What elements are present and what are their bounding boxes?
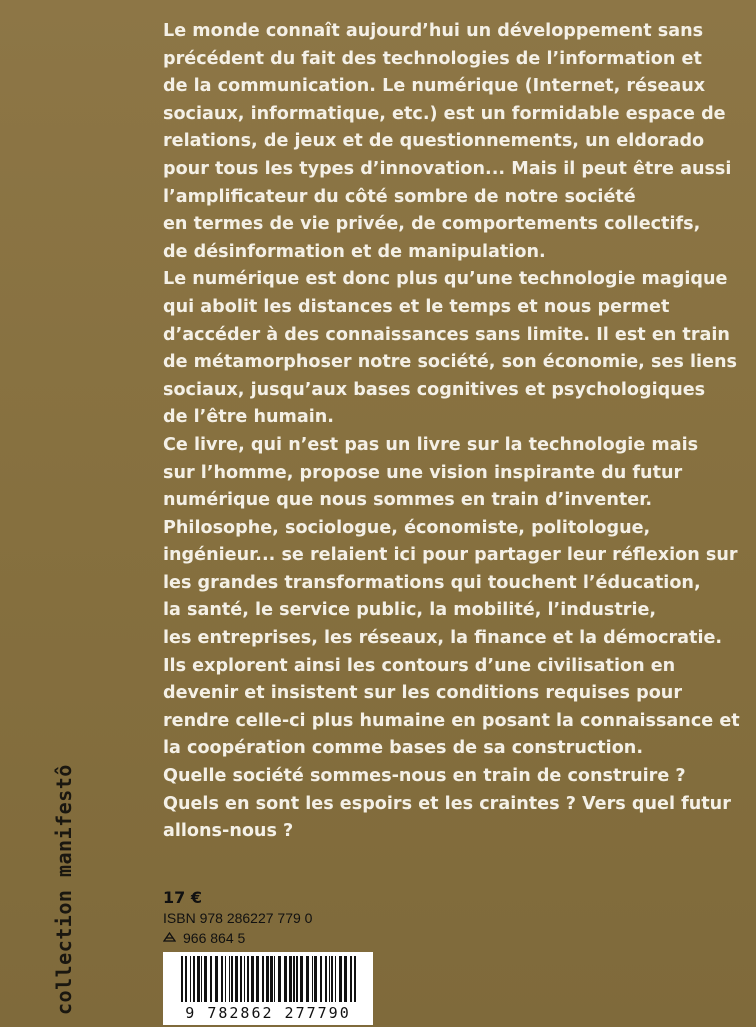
blurb-line: devenir et insistent sur les conditions requises pour [163, 683, 683, 704]
blurb-line: la coopération comme bases de sa construction. [163, 738, 644, 759]
blurb-line: les entreprises, les réseaux, la finance et la démocratie. [163, 628, 723, 649]
blurb-line: Ce livre, qui n’est pas un livre sur la technologie mais [163, 434, 699, 455]
blurb-line: Ils explorent ainsi les contours d’une civilisation en [163, 655, 676, 676]
blurb-text [163, 18, 738, 846]
blurb-line: de désinformation et de manipulation. [163, 241, 546, 262]
blurb-line: sociaux, jusqu’aux bases cognitives et psychologiques [163, 379, 706, 400]
barcode-digits: 9 782862 277790 [185, 1004, 351, 1022]
isbn: ISBN 978 286227 779 0 [163, 910, 313, 926]
barcode [163, 952, 373, 1025]
blurb-line: ingénieur... se relaient ici pour partager leur réflexion sur [163, 545, 738, 566]
book-stack-icon [163, 930, 177, 946]
blurb-line: la santé, le service public, la mobilité, l’industrie, [163, 600, 657, 621]
blurb-line: les grandes transformations qui touchent l’éducation, [163, 572, 701, 593]
blurb-line: sur l’homme, propose une vision inspirante du futur [163, 462, 683, 483]
blurb-line: sociaux, informatique, etc.) est un formidable espace de [163, 103, 726, 124]
blurb-line: Le monde connaît aujourd’hui un développement sans [163, 21, 704, 41]
blurb-line: numérique que nous sommes en train d’inventer. [163, 490, 653, 511]
blurb-line: en termes de vie privée, de comportements collectifs, [163, 214, 701, 235]
blurb-line: Philosophe, sociologue, économiste, politologue, [163, 517, 651, 538]
blurb-line: précédent du fait des technologies de l’information et [163, 48, 702, 69]
blurb-line: qui abolit les distances et le temps et nous permet [163, 296, 670, 317]
blurb-line: l’amplificateur du côté sombre de notre société [163, 186, 636, 207]
blurb-line: de l’être humain. [163, 407, 334, 428]
blurb-line: relations, de jeux et de questionnements, un eldorado [163, 131, 705, 152]
collection-label: collection manifestô [52, 764, 76, 1015]
blurb-line: de la communication. Le numérique (Internet, réseaux [163, 76, 706, 97]
blurb-line: Le numérique est donc plus qu’une technologie magique [163, 269, 728, 290]
price: 17 € [163, 888, 202, 907]
blurb-line: Quels en sont les espoirs et les craintes ? Vers quel futur [163, 793, 731, 814]
distributor-code-value: 966 864 5 [183, 930, 246, 946]
blurb-line: Quelle société sommes-nous en train de construire ? [163, 766, 686, 787]
distributor-code [163, 930, 245, 946]
blurb-line: d’accéder à des connaissances sans limite. Il est en train [163, 324, 730, 345]
blurb-line: allons-nous ? [163, 821, 294, 842]
blurb-line: pour tous les types d’innovation... Mais il peut être aussi [163, 158, 732, 179]
blurb-line: de métamorphoser notre société, son économie, ses liens [163, 352, 737, 373]
blurb-line: rendre celle-ci plus humaine en posant la connaissance et [163, 710, 740, 731]
barcode-bars [163, 952, 373, 1006]
